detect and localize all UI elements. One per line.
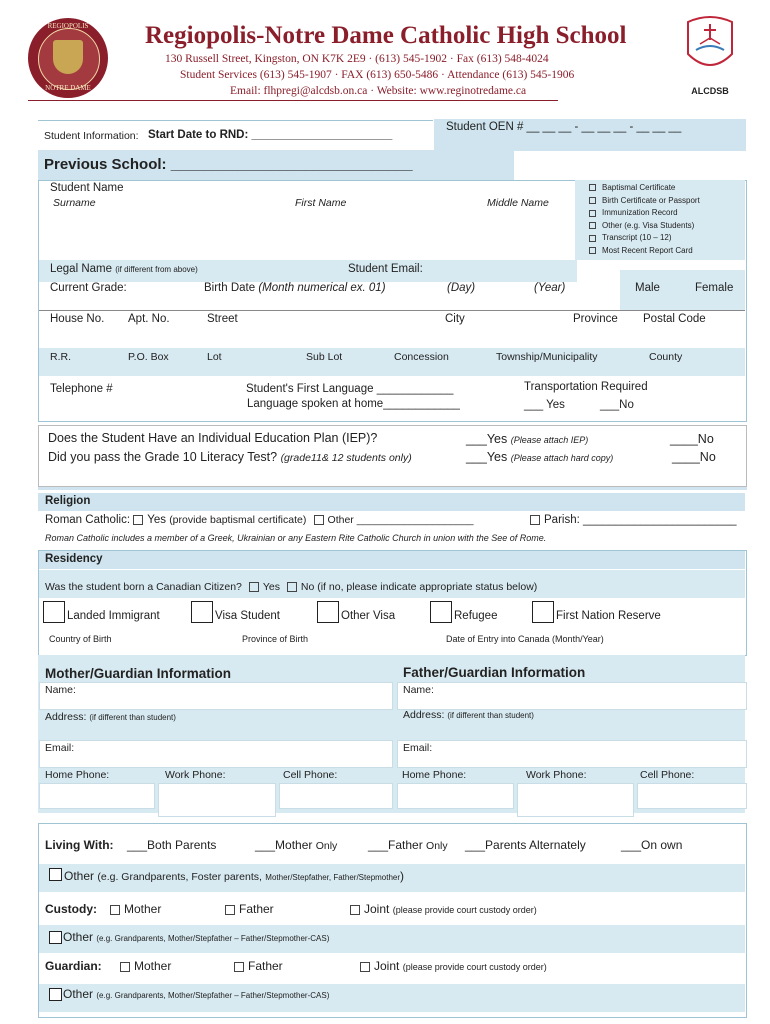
guardian-father[interactable]: Father	[234, 959, 283, 973]
document-checklist-item[interactable]	[589, 196, 745, 209]
father-home-phone: Home Phone:	[402, 769, 467, 781]
year-label[interactable]: (Year)	[534, 282, 566, 294]
transport-yes[interactable]: ___ Yes	[524, 399, 565, 411]
previous-school-field[interactable]: Previous School: _____________________________	[44, 156, 413, 173]
male-option[interactable]: Male	[635, 282, 660, 294]
status-checkbox[interactable]	[532, 601, 554, 623]
document-checkbox[interactable]	[589, 184, 596, 191]
living-own[interactable]: ___On own	[621, 838, 683, 852]
document-checkbox[interactable]	[589, 235, 596, 242]
birth-info-band	[39, 626, 745, 654]
father-address-label[interactable]: Address: (if different than student)	[403, 709, 534, 721]
document-checklist-item[interactable]	[589, 246, 745, 259]
document-label: Baptismal Certificate	[602, 183, 676, 192]
father-title: Father/Guardian Information	[403, 665, 586, 680]
father-email-cell[interactable]	[397, 740, 747, 768]
sub-lot-label[interactable]: Sub Lot	[306, 351, 343, 363]
guardian-other-checkbox[interactable]	[49, 988, 62, 1001]
living-with-row: Living With:	[45, 838, 114, 852]
concession-label[interactable]: Concession	[394, 351, 449, 363]
father-email-label: Email:	[403, 742, 433, 754]
father-work-input[interactable]	[517, 783, 634, 817]
document-checklist-item[interactable]	[589, 208, 745, 221]
female-option[interactable]: Female	[695, 282, 734, 294]
document-checklist-item[interactable]	[589, 183, 745, 196]
mother-work-phone: Work Phone:	[165, 769, 226, 781]
custody-other[interactable]: Other (e.g. Grandparents, Mother/Stepfather – Father/Stepmother-CAS)	[63, 930, 330, 944]
document-checkbox[interactable]	[589, 222, 596, 229]
mother-name-cell[interactable]	[39, 682, 393, 710]
literacy-yes[interactable]: ___Yes (Please attach hard copy)	[466, 450, 614, 464]
mother-email-label: Email:	[45, 742, 75, 754]
mother-cell-phone: Cell Phone:	[283, 769, 338, 781]
house-no-label[interactable]: House No.	[50, 313, 105, 325]
status-option-label: Other Visa	[341, 610, 396, 622]
father-cell-input[interactable]	[637, 783, 747, 809]
po-box-label[interactable]: P.O. Box	[128, 351, 169, 363]
custody-father[interactable]: Father	[225, 902, 274, 916]
first-language-field[interactable]: Student's First Language ____________	[246, 383, 454, 395]
birth-date-label[interactable]: Birth Date (Month numerical ex. 01)	[204, 282, 386, 294]
mother-address-label[interactable]: Address: (if different than student)	[45, 711, 176, 723]
document-checkbox[interactable]	[589, 247, 596, 254]
postal-code-label[interactable]: Postal Code	[643, 313, 706, 325]
document-label: Birth Certificate or Passport	[602, 195, 700, 205]
residency-header	[39, 551, 745, 569]
parish-field[interactable]: Parish: ________________________	[530, 514, 737, 526]
apt-no-label[interactable]: Apt. No.	[128, 313, 170, 325]
start-date-field[interactable]: Start Date to RND: ______________________	[148, 129, 393, 141]
living-both[interactable]: ___Both Parents	[127, 838, 217, 852]
crest-text-top: REGIOPOLIS	[47, 22, 89, 30]
crest-text-bottom: NOTRE DAME	[45, 84, 91, 92]
living-mother[interactable]: ___Mother Only	[255, 838, 338, 852]
literacy-no[interactable]: ____No	[672, 450, 716, 464]
services-line: Student Services (613) 545-1907 · FAX (613) 650-5486 · Attendance (613) 545-1906	[180, 69, 575, 81]
guardian-mother[interactable]: Mother	[120, 959, 171, 973]
status-option-label: Visa Student	[215, 610, 281, 622]
mother-title: Mother/Guardian Information	[45, 666, 232, 681]
contact-line: Email: flhpregi@alcdsb.on.ca · Website: www.reginotredame.ca	[230, 85, 527, 97]
citizen-no-checkbox[interactable]	[287, 582, 297, 592]
status-option-label: Refugee	[454, 610, 498, 622]
lot-label[interactable]: Lot	[207, 351, 222, 363]
surname-label[interactable]: Surname	[53, 197, 96, 209]
citizen-question: Was the student born a Canadian Citizen? Yes No (if no, please indicate appropriate status below)	[45, 581, 538, 593]
guardian-other[interactable]: Other (e.g. Grandparents, Mother/Stepfather – Father/Stepmother-CAS)	[63, 987, 330, 1001]
living-other[interactable]: Other (e.g. Grandparents, Foster parents, Mother/Stepfather, Father/Stepmother)	[64, 869, 405, 883]
guardian-label: Guardian:	[45, 959, 102, 973]
status-checkbox[interactable]	[317, 601, 339, 623]
board-logo-text: ALCDSB	[691, 86, 729, 96]
literacy-question: Did you pass the Grade 10 Literacy Test? (grade11& 12 students only)	[48, 450, 412, 464]
status-checkbox[interactable]	[430, 601, 452, 623]
student-name-label: Student Name	[50, 182, 124, 194]
rc-other-checkbox[interactable]	[314, 515, 324, 525]
father-name-cell[interactable]	[397, 682, 747, 710]
document-label: Most Recent Report Card	[602, 245, 693, 255]
transport-no[interactable]: ___No	[600, 399, 634, 411]
document-checkbox[interactable]	[589, 197, 596, 204]
father-work-phone: Work Phone:	[526, 769, 587, 781]
current-grade-label[interactable]: Current Grade:	[50, 282, 127, 294]
documents-checklist	[575, 180, 745, 260]
date-of-entry[interactable]: Date of Entry into Canada (Month/Year)	[446, 634, 604, 644]
document-checklist-item[interactable]	[589, 233, 745, 246]
county-label[interactable]: County	[649, 351, 683, 363]
school-name: Regiopolis-Notre Dame Catholic High School	[145, 22, 627, 49]
document-checklist-item[interactable]	[589, 221, 745, 234]
telephone-label[interactable]: Telephone #	[50, 383, 113, 395]
guardian-joint[interactable]: Joint (please provide court custody order)	[360, 959, 547, 973]
status-option-label: Landed Immigrant	[67, 610, 160, 622]
school-crest	[28, 18, 108, 98]
address-line: 130 Russell Street, Kingston, ON K7K 2E9 · (613) 545-1902 · Fax (613) 548-4024	[165, 53, 549, 65]
province-of-birth[interactable]: Province of Birth	[242, 634, 309, 644]
province-label[interactable]: Province	[573, 313, 618, 325]
document-checkbox[interactable]	[589, 210, 596, 217]
living-other-checkbox[interactable]	[49, 868, 62, 881]
mother-home-input[interactable]	[39, 783, 155, 809]
status-checkbox[interactable]	[191, 601, 213, 623]
mother-work-input[interactable]	[158, 783, 276, 817]
roman-catholic-row: Roman Catholic: Yes (provide baptismal certificate) Other ____________________	[45, 514, 474, 526]
custody-joint[interactable]: Joint (please provide court custody order)	[350, 902, 537, 916]
legal-name-label[interactable]: Legal Name (if different from above)	[50, 263, 198, 275]
iep-question: Does the Student Have an Individual Education Plan (IEP)?	[48, 431, 378, 445]
rr-label[interactable]: R.R.	[50, 351, 71, 363]
religion-note: Roman Catholic includes a member of a Greek, Ukrainian or any Eastern Rite Catholic Church in union with the See of Rome.	[45, 533, 547, 543]
religion-title: Religion	[45, 495, 91, 507]
mother-home-phone: Home Phone:	[45, 769, 110, 781]
mother-name-label: Name:	[45, 684, 76, 696]
transport-label: Transportation Required	[524, 381, 648, 393]
header-divider	[28, 100, 558, 101]
first-name-label[interactable]: First Name	[295, 197, 347, 209]
country-of-birth[interactable]: Country of Birth	[49, 634, 112, 644]
document-label: Immunization Record	[602, 208, 678, 218]
iep-yes[interactable]: ___Yes (Please attach IEP)	[466, 432, 589, 446]
custody-label: Custody:	[45, 902, 97, 916]
city-label[interactable]: City	[445, 313, 465, 325]
middle-name-label[interactable]: Middle Name	[487, 197, 549, 209]
document-label: Transcript (10 – 12)	[602, 233, 672, 243]
residency-title: Residency	[45, 553, 103, 565]
citizen-yes-checkbox[interactable]	[249, 582, 259, 592]
iep-no[interactable]: ____No	[670, 432, 714, 446]
custody-other-checkbox[interactable]	[49, 931, 62, 944]
father-cell-phone: Cell Phone:	[640, 769, 695, 781]
father-name-label: Name:	[403, 684, 434, 696]
document-label: Other (e.g. Visa Students)	[602, 220, 695, 230]
row-divider	[39, 310, 745, 311]
mother-email-cell[interactable]	[39, 740, 393, 768]
living-alternately[interactable]: ___Parents Alternately	[465, 838, 586, 852]
rc-yes-checkbox[interactable]	[133, 515, 143, 525]
father-home-input[interactable]	[397, 783, 514, 809]
street-label[interactable]: Street	[207, 313, 238, 325]
board-logo	[682, 14, 738, 96]
religion-header	[38, 493, 745, 511]
township-label[interactable]: Township/Municipality	[496, 351, 598, 363]
mother-cell-input[interactable]	[279, 783, 393, 809]
day-label[interactable]: (Day)	[447, 282, 476, 294]
living-father[interactable]: ___Father Only	[368, 838, 448, 852]
student-info-label: Student Information:	[44, 130, 139, 142]
custody-mother[interactable]: Mother	[110, 902, 161, 916]
student-email-label[interactable]: Student Email:	[348, 263, 423, 275]
status-option-label: First Nation Reserve	[556, 610, 661, 622]
home-language-field[interactable]: Language spoken at home____________	[247, 398, 460, 410]
oen-field[interactable]: Student OEN # __ __ __ - __ __ __ - __ __ __	[446, 121, 682, 133]
status-checkbox[interactable]	[43, 601, 65, 623]
